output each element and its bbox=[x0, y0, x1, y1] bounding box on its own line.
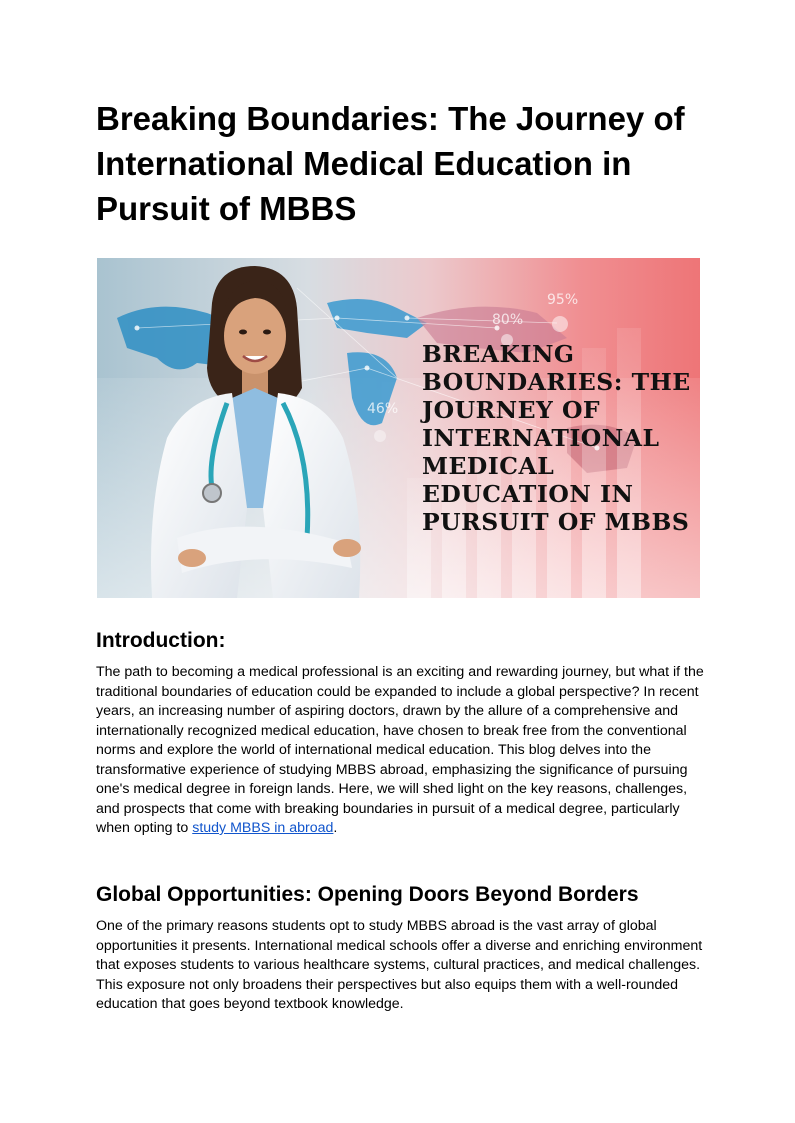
stat-95-label: 95% bbox=[547, 292, 579, 308]
hero-caption: BREAKING BOUNDARIES: THE JOURNEY OF INTERNATIONAL MEDICAL EDUCATION IN PURSUIT OF MBBS bbox=[422, 340, 691, 536]
introduction-paragraph bbox=[96, 663, 706, 839]
stat-46-label: 46% bbox=[367, 401, 399, 417]
stat-80-label: 80% bbox=[492, 312, 524, 328]
introduction-text-end: . bbox=[333, 820, 338, 836]
page-title: Breaking Boundaries: The Journey of International Medical Education in Pursuit of MBBS bbox=[96, 100, 685, 227]
introduction-heading: Introduction: bbox=[96, 629, 226, 652]
hero-image bbox=[97, 258, 700, 598]
global-opportunities-paragraph: One of the primary reasons students opt to study MBBS abroad is the vast array of global opportunities it presents. International medical schools offer a diverse and enriching environment that exposes students to various healthcare systems, cultural practices, and medical challenges. This exposure not only broadens their perspectives but also equips them with a well-rounded education that goes beyond textbook knowledge. bbox=[96, 918, 703, 1012]
global-opportunities-heading: Global Opportunities: Opening Doors Beyond Borders bbox=[96, 883, 639, 906]
study-mbbs-abroad-link[interactable]: study MBBS in abroad bbox=[192, 820, 334, 836]
introduction-text: The path to becoming a medical professional is an exciting and rewarding journey, but what if the traditional boundaries of education could be expanded to include a global perspective? In recent years, an increasing number of aspiring doctors, drawn by the allure of a comprehensive and internationally recognized medical education, have chosen to break free from the conventional norms and explore the world of international medical education. This blog delves into the transformative experience of studying MBBS abroad, emphasizing the significance of pursuing one's medical degree in foreign lands. Here, we will shed light on the key reasons, challenges, and prospects that come with breaking boundaries in pursuit of a medical degree, particularly when opting to bbox=[96, 664, 704, 836]
